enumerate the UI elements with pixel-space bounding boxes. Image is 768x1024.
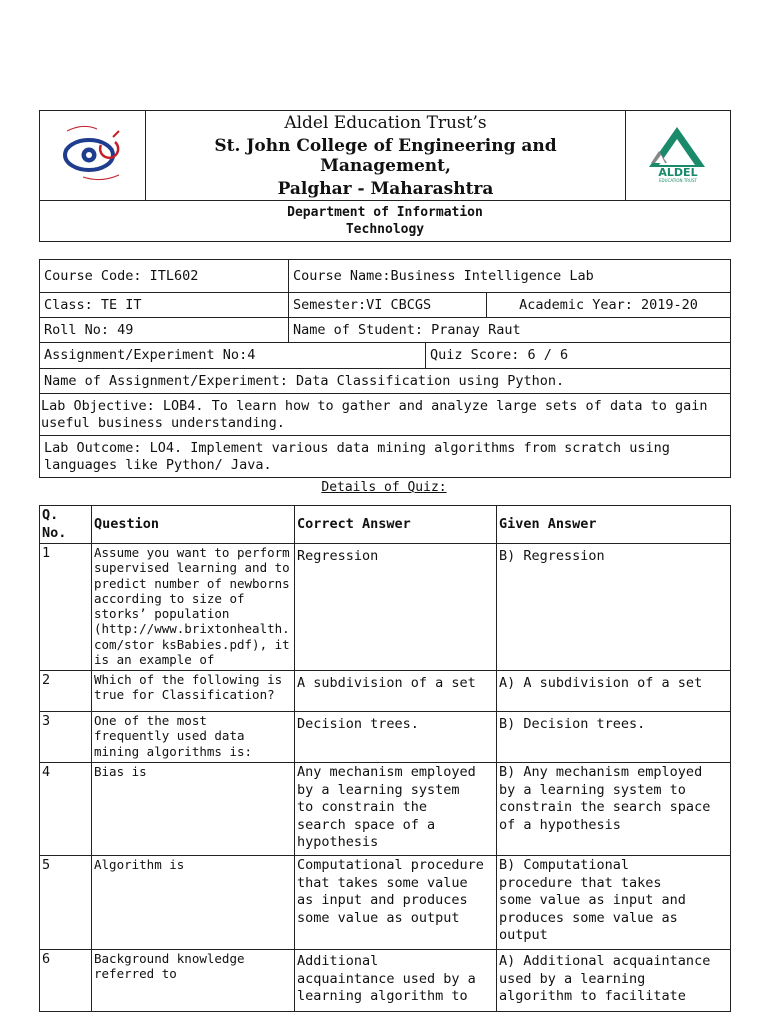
answer-line: procedure that takes xyxy=(499,874,662,891)
given-answer xyxy=(497,950,731,1012)
correct-answer xyxy=(295,544,497,671)
question-text xyxy=(92,763,295,856)
question-number: 6 xyxy=(40,950,92,1012)
assignment-number: Assignment/Experiment No:4 xyxy=(40,343,426,369)
answer-line: A) A subdivision of a set xyxy=(499,675,703,691)
aldel-logo xyxy=(645,125,711,183)
answer-line: learning algorithm to xyxy=(297,988,468,1004)
answer-line: B) Regression xyxy=(499,548,605,564)
correct-answer xyxy=(295,950,497,1012)
answer-line: B) Any mechanism employed xyxy=(499,764,703,780)
lab-outcome-line-2: languages like Python/ Java. xyxy=(44,456,272,473)
department-cell xyxy=(40,201,731,242)
quiz-score: Quiz Score: 6 / 6 xyxy=(426,343,731,369)
college-name: St. John College of Engineering and Management, xyxy=(214,135,557,176)
department-line-2: Technology xyxy=(345,222,425,237)
question-text xyxy=(92,856,295,950)
quiz-table xyxy=(39,505,731,1012)
question-line: is an example of xyxy=(94,652,215,668)
question-line: com/stor ksBabies.pdf), it xyxy=(94,636,290,652)
given-answer xyxy=(497,763,731,856)
answer-line: Additional xyxy=(297,953,379,969)
question-line: Assume you want to perform xyxy=(94,545,290,560)
answer-line: acquaintance used by a xyxy=(297,970,476,987)
given-answer xyxy=(497,712,731,763)
question-line: (http://www.brixtonhealth. xyxy=(94,621,290,637)
answer-line: B) Decision trees. xyxy=(499,716,646,732)
given-answer xyxy=(497,544,731,671)
course-code: Course Code: ITL602 xyxy=(40,260,289,293)
header-given-answer: Given Answer xyxy=(497,506,731,544)
college-location: Palghar - Maharashtra xyxy=(277,178,494,199)
question-line: Which of the following is xyxy=(94,672,283,687)
aldel-logo-text: ALDEL xyxy=(658,165,698,179)
given-answer xyxy=(497,856,731,950)
answer-line: of a hypothesis xyxy=(499,816,621,833)
question-line: mining algorithms is: xyxy=(94,743,253,759)
answer-line: Computational procedure xyxy=(297,857,484,873)
roll-no: Roll No: 49 xyxy=(40,318,289,343)
correct-answer xyxy=(295,671,497,712)
lab-outcome-line-1: Lab Outcome: LO4. Implement various data mining algorithms from scratch using xyxy=(44,439,670,456)
institution-cell xyxy=(146,111,626,201)
answer-line: Decision trees. xyxy=(297,716,419,732)
course-info-table xyxy=(39,259,731,478)
question-line: One of the most xyxy=(94,713,207,728)
question-line: storks’ population xyxy=(94,606,230,622)
question-text xyxy=(92,712,295,763)
answer-line: to constrain the xyxy=(297,799,428,815)
answer-line: Regression xyxy=(297,548,379,564)
quiz-section-title xyxy=(0,480,768,495)
quiz-row xyxy=(40,950,731,1012)
question-text xyxy=(92,950,295,1012)
header-table xyxy=(39,110,731,242)
question-text xyxy=(92,544,295,671)
student-name: Name of Student: Pranay Raut xyxy=(289,318,731,343)
answer-line: by a learning system xyxy=(297,781,460,798)
quiz-row xyxy=(40,712,731,763)
lab-objective xyxy=(40,394,731,436)
question-number: 5 xyxy=(40,856,92,950)
correct-answer xyxy=(295,763,497,856)
quiz-row xyxy=(40,856,731,950)
question-line: according to size of xyxy=(94,590,245,606)
correct-answer xyxy=(295,856,497,950)
college-logo xyxy=(53,123,133,185)
answer-line: output xyxy=(499,927,548,943)
answer-line: by a learning system to xyxy=(499,781,686,798)
answer-line: as input and produces xyxy=(297,892,468,908)
quiz-row xyxy=(40,763,731,856)
quiz-row xyxy=(40,544,731,671)
trust-name: Aldel Education Trust’s xyxy=(284,112,487,133)
question-text xyxy=(92,671,295,712)
question-line: frequently used data xyxy=(94,728,245,744)
course-name: Course Name:Business Intelligence Lab xyxy=(289,260,731,293)
lab-objective-line-2: useful business understanding. xyxy=(41,414,285,431)
answer-line: search space of a xyxy=(297,816,436,833)
answer-line: Any mechanism employed xyxy=(297,764,476,780)
question-number: 1 xyxy=(40,544,92,671)
department-line-1: Department of Information xyxy=(287,205,483,220)
question-line: Background knowledge xyxy=(94,951,245,966)
question-line: Algorithm is xyxy=(94,857,185,872)
question-line: true for Classification? xyxy=(94,687,275,703)
answer-line: B) Computational xyxy=(499,857,630,873)
answer-line: A) Additional acquaintance xyxy=(499,953,711,969)
header-qno: Q. No. xyxy=(40,506,92,544)
question-line: predict number of newborns xyxy=(94,575,290,591)
semester: Semester:VI CBCGS xyxy=(289,293,487,318)
question-line: Bias is xyxy=(94,764,147,779)
quiz-row xyxy=(40,671,731,712)
question-line: supervised learning and to xyxy=(94,560,290,576)
question-number: 2 xyxy=(40,671,92,712)
academic-year: Academic Year: 2019-20 xyxy=(487,293,731,318)
question-line: referred to xyxy=(94,966,177,982)
answer-line: constrain the search space xyxy=(499,799,711,815)
header-correct-answer: Correct Answer xyxy=(295,506,497,544)
lab-outcome xyxy=(40,436,731,478)
answer-line: used by a learning xyxy=(499,970,646,987)
class: Class: TE IT xyxy=(40,293,289,318)
quiz-title-text: Details of Quiz: xyxy=(321,480,447,495)
answer-line: produces some value as xyxy=(499,909,678,926)
quiz-header-row xyxy=(40,506,731,544)
aldel-logo-cell xyxy=(626,111,731,201)
correct-answer xyxy=(295,712,497,763)
lab-objective-line-1: Lab Objective: LOB4. To learn how to gather and analyze large sets of data to gain xyxy=(41,397,708,414)
college-logo-cell xyxy=(40,111,146,201)
aldel-logo-subtext: EDUCATION TRUST xyxy=(659,177,697,183)
answer-line: some value as output xyxy=(297,909,460,926)
answer-line: that takes some value xyxy=(297,874,468,891)
header-question: Question xyxy=(92,506,295,544)
answer-line: some value as input and xyxy=(499,892,686,908)
assignment-name: Name of Assignment/Experiment: Data Classification using Python. xyxy=(40,369,731,394)
question-number: 3 xyxy=(40,712,92,763)
answer-line: A subdivision of a set xyxy=(297,675,476,691)
answer-line: hypothesis xyxy=(297,834,379,850)
answer-line: algorithm to facilitate xyxy=(499,988,686,1004)
given-answer xyxy=(497,671,731,712)
question-number: 4 xyxy=(40,763,92,856)
